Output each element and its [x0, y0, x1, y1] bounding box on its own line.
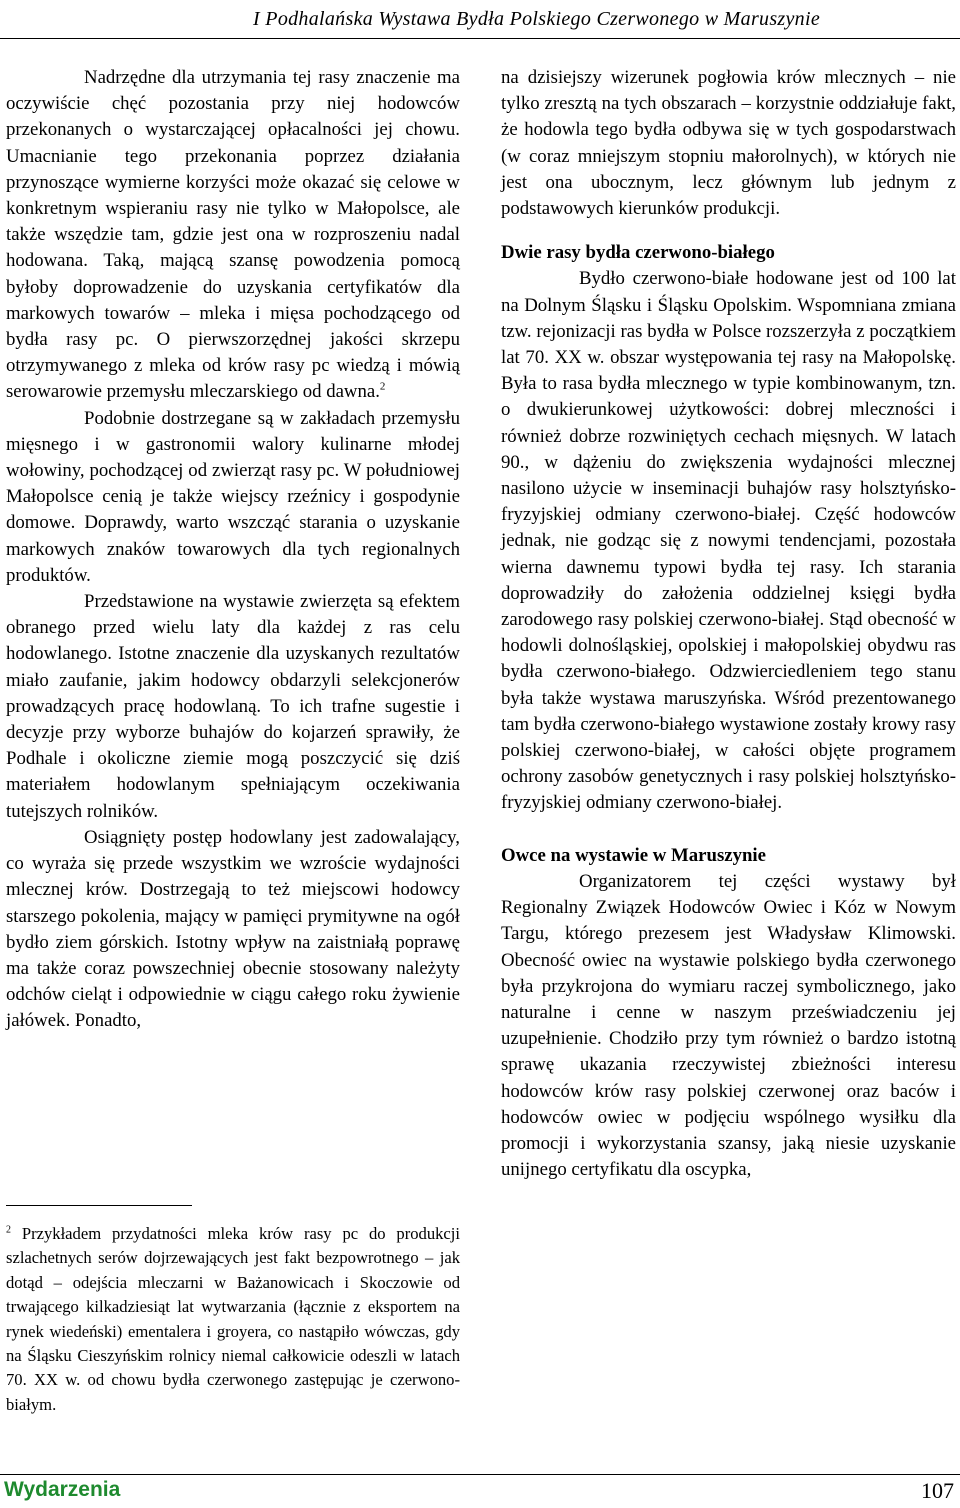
- footnote-reference[interactable]: 2: [379, 381, 386, 394]
- header-title: I Podhalańska Wystawa Bydła Polskiego Czerwonego w Maruszynie: [253, 8, 820, 30]
- footnote-number: 2: [6, 1224, 11, 1236]
- section-heading: Dwie rasy bydła czerwono-białego: [501, 242, 775, 264]
- paragraph: Przedstawione na wystawie zwierzęta są efektem obranego przed wielu laty dla każdej z ras celu hodowlanego. Istotne znaczenie dla uzyskanych rezultatów miało zaufanie, jakim hodowcy obdarzyli selekcjonerów prowadzących pracę hodowlaną. To ich trafne sugestie i decyzje przy wyborze buhajów do kojarzeń sprawiły, że Podhale i okoliczne ziemie mogą poszczycić się dziś materiałem hodowlanym spełniającym oczekiwania tutejszych rolników.: [6, 591, 460, 822]
- paragraph: [6, 65, 460, 406]
- spacer: [501, 222, 956, 240]
- left-column: [6, 65, 460, 1035]
- paragraph: Bydło czerwono-białe hodowane jest od 100 lat na Dolnym Śląsku i Śląsku Opolskim. Wspomniana zmiana tzw. rejonizacji ras bydła w Polsce rozszerzyła z początkiem lat 70. XX w. obszar występowania tej rasy na Małopolskę. Była to rasa bydła mlecznego w typie kombinowanym, tzn. o dwukierunkowej użytkowości: dobrej mleczności i również dobrze rozwiniętych cechach mięsnych. W latach 90., w dążeniu do zwiększenia wydajności mlecznej nasilono użycie w inseminacji buhajów rasy holsztyńsko-fryzyjskiej odmiany czerwono-białej. Część hodowców jednak, nie godząc się z nowymi tendencjami, pozostała wierna dawnemu typowi bydła tej rasy. Ich starania doprowadziły do założenia oddzielnej księgi bydła zarodowego rasy polskiej czerwono-białej. Stąd obecność w hodowli dolnośląskiej, opolskiej i małopolskiej obydwu ras bydła czerwono-białego. Odzwierciedleniem tego stanu była także wystawa maruszyńska. Wśród prezentowanego tam bydła czerwono-białego wystawione zostały krowy rasy polskiej czerwono-białej, w całości objęte programem ochrony zasobów genetycznych i rasy polskiej holsztyńsko-fryzyjskiej odmiany czerwono-białej.: [501, 268, 956, 814]
- spacer: [501, 817, 956, 843]
- right-column: [501, 65, 956, 1183]
- paragraph: Organizatorem tej części wystawy był Regionalny Związek Hodowców Owiec i Kóz w Nowym Targu, którego prezesem jest Władysław Klimowski. Obecność owiec na wystawie polskiego bydła czerwonego była przykrojona do wymiaru raczej symbolicznego, jako naturalne i cenne w naszym przeświadczeniu jej uzupełnienie. Chodziło przy tym również o bardzo istotną sprawę ukazania rzeczywistej zbieżności interesu hodowców krów rasy polskiej czerwonej oraz baców i hodowców owiec w podjęciu wspólnego wysiłku dla promocji i wykorzystania szansy, jaką niesie uzyskanie unijnego certyfikatu dla oscypka,: [501, 870, 956, 1181]
- running-header: [0, 0, 960, 40]
- footer-section-name: Wydarzenia: [4, 1478, 121, 1501]
- footnote-text: Przykładem przydatności mleka krów rasy pc do produkcji szlachetnych serów dojrzewających jest fakt bezpowrotnego – jak dotąd – odejścia mleczarni w Bażanowicach i Skoczowie od trwającego kilkadziesiąt lat wytwarzania (łącznie z eksportem na rynek wiedeński) ementalera i groyera, co nastąpiło wówczas, gdy na Śląsku Cieszyńskim rolnicy niemal całkowicie odeszli w latach 70. XX w. od chowu bydła czerwonego zastępując je czerwono-białym.: [6, 1224, 460, 1414]
- paragraph-text: Nadrzędne dla utrzymania tej rasy znaczenie ma oczywiście chęć pozostania przy niej hodowców przekonanych o wystarczającej opłacalności jej chowu. Umacnianie tego przekonania poprzez działania przynoszące wymierne korzyści może okazać się celowe w konkretnym wspieraniu rasy nie tylko w Małopolsce, ale także wszędzie tam, gdzie jest ona w rozproszeniu nadal hodowana. Taką, mającą szansę powodzenia pomocą byłoby doprowadzenie do uzyskania certyfikatów dla markowych towarów – mleka i mięsa pochodzącego od bydła rasy pc. O pierwszorzędnej jakości skrzepu otrzymywanego z mleka od krów rasy pc wiedzą i mówią serowarowie przemysłu mleczarskiego od dawna.: [6, 67, 460, 403]
- header-rule: [0, 38, 960, 39]
- footer-rule: [0, 1474, 960, 1475]
- paragraph: Podobnie dostrzegane są w zakładach przemysłu mięsnego i w gastronomii walory kulinarne młodej wołowiny, pochodzącej od zwierząt rasy pc. W południowej Małopolsce cenią je także wiejscy rzeźnicy i gospodynie domowe. Doprawdy, warto wszcząć starania o uzyskanie markowych znaków towarowych dla tych regionalnych produktów.: [6, 407, 460, 586]
- paragraph: na dzisiejszy wizerunek pogłowia krów mlecznych – nie tylko zresztą na tych obszarach – korzystnie oddziałuje fakt, że hodowla tego bydła odbywa się w tych gospodarstwach (w coraz mniejszym stopniu małorolnych), w których nie jest ona ubocznym, lecz głównym lub jednym z podstawowych kierunków produkcji.: [501, 67, 956, 220]
- footnote-rule: [6, 1205, 192, 1206]
- section-heading: Owce na wystawie w Maruszynie: [501, 844, 766, 866]
- footnote: [6, 1222, 460, 1417]
- page-number: 107: [921, 1478, 954, 1503]
- paragraph: Osiągnięty postęp hodowlany jest zadowalający, co wyraża się przede wszystkim we wzroście wydajności mlecznej krów. Dostrzegają to też miejscowi hodowcy starszego pokolenia, mający w pamięci prymitywne na ogół bydło ziem górskich. Istotny wpływ na zaistniałą poprawę ma także coraz powszechniej obecnie stosowany należyty odchów cieląt i odpowiednie w ciągu całego roku żywienie jałówek. Ponadto,: [6, 826, 460, 1032]
